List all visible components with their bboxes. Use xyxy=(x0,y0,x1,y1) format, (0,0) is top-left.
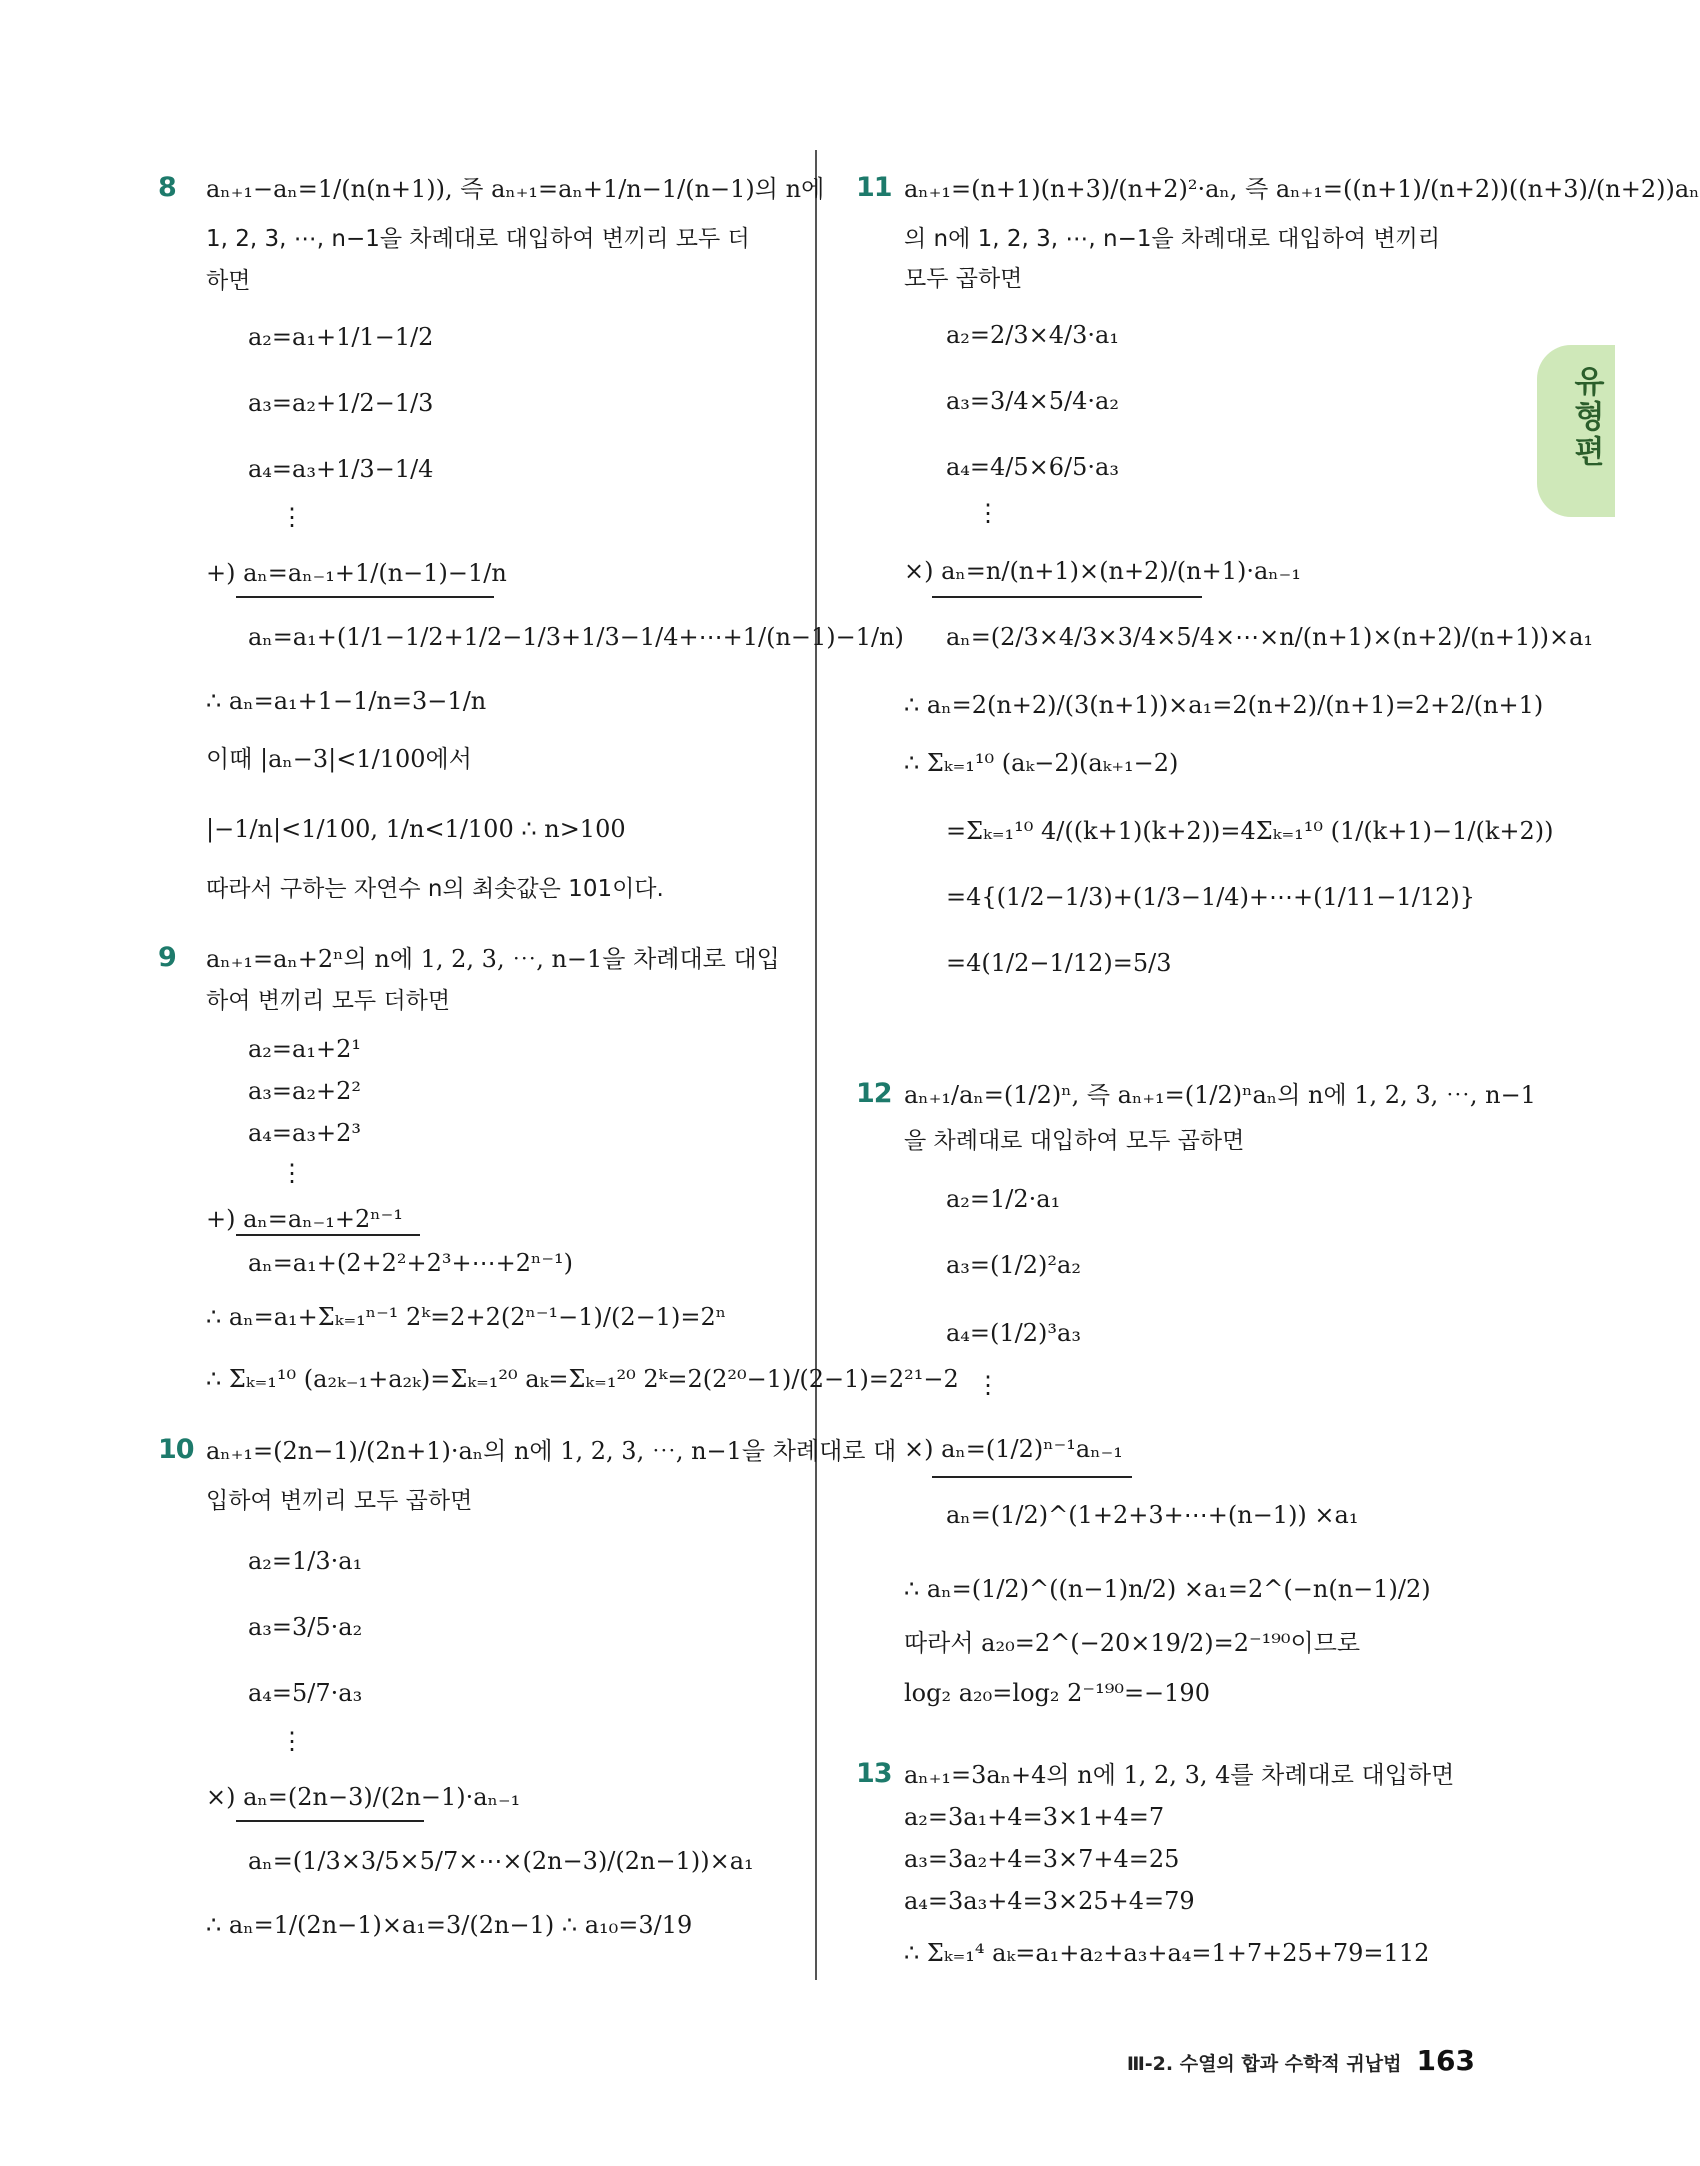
solution-line: aₙ₊₁=aₙ+2ⁿ의 n에 1, 2, 3, ⋯, n−1을 차례대로 대입 xyxy=(206,945,780,973)
sum-underline xyxy=(236,596,494,598)
equation-product-line: ×) aₙ=(1/2)ⁿ⁻¹aₙ₋₁ xyxy=(904,1435,1123,1463)
vertical-ellipsis: ⋮ xyxy=(280,1727,304,1755)
equation-product-line: ×) aₙ=n/(n+1)×(n+2)/(n+1)·aₙ₋₁ xyxy=(904,557,1301,585)
solution-line: aₙ₊₁=3aₙ+4의 n에 1, 2, 3, 4를 차례대로 대입하면 xyxy=(904,1761,1455,1789)
solution-line: aₙ₊₁=(2n−1)/(2n+1)·aₙ의 n에 1, 2, 3, ⋯, n−1을 차례대로 대 xyxy=(206,1437,897,1465)
solution-line: 1, 2, 3, ⋯, n−1을 차례대로 대입하여 변끼리 모두 더 xyxy=(206,226,750,252)
vertical-ellipsis: ⋮ xyxy=(280,503,304,531)
equation: a₂=2/3×4/3·a₁ xyxy=(946,321,1119,349)
problem-number: 13 xyxy=(856,1758,892,1789)
problem-number: 8 xyxy=(158,172,176,203)
equation: 이때 |aₙ−3|<1/100에서 xyxy=(206,745,472,773)
column-divider xyxy=(815,150,817,1980)
equation: =4(1/2−1/12)=5/3 xyxy=(946,949,1172,977)
solution-line: 하여 변끼리 모두 더하면 xyxy=(206,988,451,1014)
equation: a₂=1/3·a₁ xyxy=(248,1547,363,1575)
equation: ∴ aₙ=1/(2n−1)×a₁=3/(2n−1) ∴ a₁₀=3/19 xyxy=(206,1911,693,1939)
solution-line: aₙ₊₁−aₙ=1/(n(n+1)), 즉 aₙ₊₁=aₙ+1/n−1/(n−1)의 n에 xyxy=(206,175,825,203)
equation-sum-line: +) aₙ=aₙ₋₁+2ⁿ⁻¹ xyxy=(206,1205,403,1233)
equation: a₄=5/7·a₃ xyxy=(248,1679,363,1707)
equation: aₙ=(1/3×3/5×5/7×⋯×(2n−3)/(2n−1))×a₁ xyxy=(248,1847,754,1875)
equation: ∴ aₙ=2(n+2)/(3(n+1))×a₁=2(n+2)/(n+1)=2+2/(n+1) xyxy=(904,691,1544,719)
equation: aₙ=(1/2)^(1+2+3+⋯+(n−1)) ×a₁ xyxy=(946,1501,1359,1529)
equation-product-line: ×) aₙ=(2n−3)/(2n−1)·aₙ₋₁ xyxy=(206,1783,521,1811)
vertical-ellipsis: ⋮ xyxy=(976,1371,1000,1399)
solution-line: aₙ₊₁/aₙ=(1/2)ⁿ, 즉 aₙ₊₁=(1/2)ⁿaₙ의 n에 1, 2, 3, ⋯, n−1 xyxy=(904,1081,1536,1109)
equation: a₂=a₁+2¹ xyxy=(248,1035,361,1063)
product-underline xyxy=(932,1476,1132,1478)
solution-line: 입하여 변끼리 모두 곱하면 xyxy=(206,1488,473,1514)
equation: log₂ a₂₀=log₂ 2⁻¹⁹⁰=−190 xyxy=(904,1679,1210,1707)
sum-underline xyxy=(236,1234,420,1236)
solution-line: 을 차례대로 대입하여 모두 곱하면 xyxy=(904,1128,1245,1154)
equation: a₄=4/5×6/5·a₃ xyxy=(946,453,1119,481)
equation: ∴ Σₖ₌₁⁴ aₖ=a₁+a₂+a₃+a₄=1+7+25+79=112 xyxy=(904,1939,1430,1967)
equation: ∴ aₙ=a₁+1−1/n=3−1/n xyxy=(206,687,487,715)
conclusion: 따라서 구하는 자연수 n의 최솟값은 101이다. xyxy=(206,876,664,902)
equation: a₄=(1/2)³a₃ xyxy=(946,1319,1081,1347)
problem-number: 9 xyxy=(158,942,176,973)
vertical-ellipsis: ⋮ xyxy=(280,1159,304,1187)
equation: ∴ aₙ=a₁+Σₖ₌₁ⁿ⁻¹ 2ᵏ=2+2(2ⁿ⁻¹−1)/(2−1)=2ⁿ xyxy=(206,1303,727,1331)
equation: a₃=3/5·a₂ xyxy=(248,1613,363,1641)
section-tab-label: 유형편 xyxy=(1568,365,1604,470)
vertical-ellipsis: ⋮ xyxy=(976,499,1000,527)
chapter-title: Ⅲ-2. 수열의 합과 수학적 귀납법 xyxy=(1126,2053,1402,2075)
equation: =4{(1/2−1/3)+(1/3−1/4)+⋯+(1/11−1/12)} xyxy=(946,883,1476,911)
solution-line: 모두 곱하면 xyxy=(904,266,1023,292)
equation: a₂=a₁+1/1−1/2 xyxy=(248,323,434,351)
equation: a₃=3a₂+4=3×7+4=25 xyxy=(904,1845,1180,1873)
equation-sum-line: +) aₙ=aₙ₋₁+1/(n−1)−1/n xyxy=(206,559,507,587)
equation: =Σₖ₌₁¹⁰ 4/((k+1)(k+2))=4Σₖ₌₁¹⁰ (1/(k+1)−1/(k+2)) xyxy=(946,817,1554,845)
equation: ∴ aₙ=(1/2)^((n−1)n/2) ×a₁=2^(−n(n−1)/2) xyxy=(904,1575,1431,1603)
equation: aₙ=a₁+(2+2²+2³+⋯+2ⁿ⁻¹) xyxy=(248,1249,573,1277)
equation: 따라서 a₂₀=2^(−20×19/2)=2⁻¹⁹⁰이므로 xyxy=(904,1629,1361,1657)
problem-number: 10 xyxy=(158,1434,194,1465)
equation: aₙ=(2/3×4/3×3/4×5/4×⋯×n/(n+1)×(n+2)/(n+1))×a₁ xyxy=(946,623,1594,651)
equation: a₃=a₂+2² xyxy=(248,1077,361,1105)
equation: |−1/n|<1/100, 1/n<1/100 ∴ n>100 xyxy=(206,815,626,843)
equation: a₃=(1/2)²a₂ xyxy=(946,1251,1081,1279)
solution-line: 하면 xyxy=(206,268,251,294)
page-footer xyxy=(1127,2044,1475,2077)
equation: a₄=3a₃+4=3×25+4=79 xyxy=(904,1887,1195,1915)
equation: a₄=a₃+1/3−1/4 xyxy=(248,455,434,483)
product-underline xyxy=(932,596,1202,598)
equation: a₃=3/4×5/4·a₂ xyxy=(946,387,1119,415)
equation: ∴ Σₖ₌₁¹⁰ (aₖ−2)(aₖ₊₁−2) xyxy=(904,749,1179,777)
solution-line: 의 n에 1, 2, 3, ⋯, n−1을 차례대로 대입하여 변끼리 xyxy=(904,226,1441,252)
equation: ∴ Σₖ₌₁¹⁰ (a₂ₖ₋₁+a₂ₖ)=Σₖ₌₁²⁰ aₖ=Σₖ₌₁²⁰ 2ᵏ=2(2²⁰−1)/(2−1)=2²¹−2 xyxy=(206,1365,959,1393)
equation: aₙ=a₁+(1/1−1/2+1/2−1/3+1/3−1/4+⋯+1/(n−1)−1/n) xyxy=(248,623,904,651)
problem-number: 11 xyxy=(856,172,892,203)
equation: a₂=3a₁+4=3×1+4=7 xyxy=(904,1803,1165,1831)
page-number: 163 xyxy=(1416,2044,1475,2077)
equation: a₃=a₂+1/2−1/3 xyxy=(248,389,434,417)
product-underline xyxy=(236,1820,424,1822)
problem-number: 12 xyxy=(856,1078,892,1109)
equation: a₄=a₃+2³ xyxy=(248,1119,361,1147)
solution-line: aₙ₊₁=(n+1)(n+3)/(n+2)²·aₙ, 즉 aₙ₊₁=((n+1)/(n+2))((n+3)/(n+2))aₙ xyxy=(904,175,1700,203)
equation: a₂=1/2·a₁ xyxy=(946,1185,1061,1213)
section-tab xyxy=(1537,345,1615,517)
